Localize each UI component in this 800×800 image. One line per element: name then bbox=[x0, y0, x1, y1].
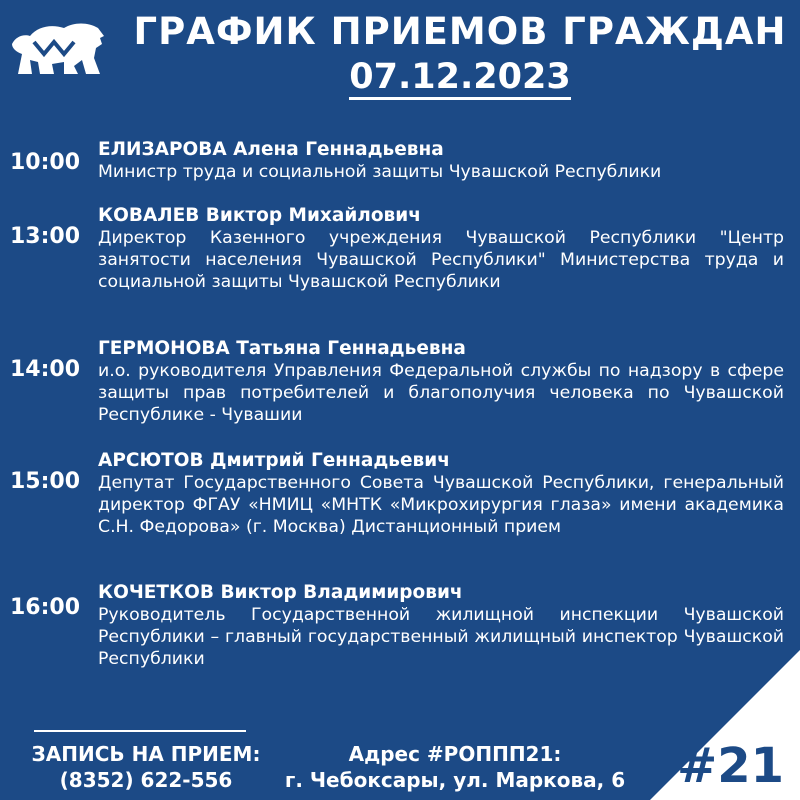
footer-divider bbox=[34, 730, 246, 732]
page-title: ГРАФИК ПРИЕМОВ ГРАЖДАН bbox=[133, 10, 787, 53]
schedule-date bbox=[120, 54, 800, 100]
entry-description: Директор Казенного учреждения Чувашской Республики "Центр занятости населения Чувашской Республики" Министерства труда и социальной защиты Чувашской Республики bbox=[98, 228, 784, 292]
address-text: г. Чебоксары, ул. Маркова, 6 bbox=[284, 768, 626, 792]
entry-time: 16:00 bbox=[10, 595, 81, 620]
entry-name: ЕЛИЗАРОВА Алена Геннадьевна bbox=[98, 139, 444, 160]
entry-description: Министр труда и социальной защиты Чувашской Республики bbox=[98, 162, 662, 182]
entry-time: 14:00 bbox=[10, 357, 81, 382]
signup-block bbox=[16, 741, 276, 793]
entry-name: КОВАЛЕВ Виктор Михайлович bbox=[98, 205, 421, 226]
address-label: Адрес #РОППП21: bbox=[348, 742, 562, 766]
schedule-date-text: 07.12.2023 bbox=[349, 57, 570, 100]
signup-phone[interactable]: (8352) 622-556 bbox=[59, 768, 233, 792]
entry-time: 13:00 bbox=[10, 224, 81, 249]
entry-description: Депутат Государственного Совета Чувашской Республики, генеральный директор ФГАУ «НМИЦ «МНТК «Микрохирургия глаза» имени академика С.Н. Федорова» (г. Москва) Дистанционный прием bbox=[98, 473, 784, 537]
entry-name: АРСЮТОВ Дмитрий Геннадьевич bbox=[98, 450, 450, 471]
entry-time: 10:00 bbox=[10, 150, 81, 175]
entry-name: ГЕРМОНОВА Татьяна Геннадьевна bbox=[98, 338, 466, 359]
signup-label: ЗАПИСЬ НА ПРИЕМ: bbox=[31, 742, 261, 766]
bear-logo-icon bbox=[8, 14, 108, 78]
address-block bbox=[270, 741, 640, 793]
entry-name: КОЧЕТКОВ Виктор Владимирович bbox=[98, 582, 463, 603]
entry-description: Руководитель Государственной жилищной инспекции Чувашской Республики – главный государственный жилищный инспектор Чувашской Республики bbox=[98, 605, 784, 669]
entry-time: 15:00 bbox=[10, 469, 81, 494]
region-tag: #21 bbox=[676, 738, 784, 794]
entry-description: и.о. руководителя Управления Федеральной службы по надзору в сфере защиты прав потребителей и благополучия человека по Чувашской Республике - Чувашии bbox=[98, 361, 784, 425]
